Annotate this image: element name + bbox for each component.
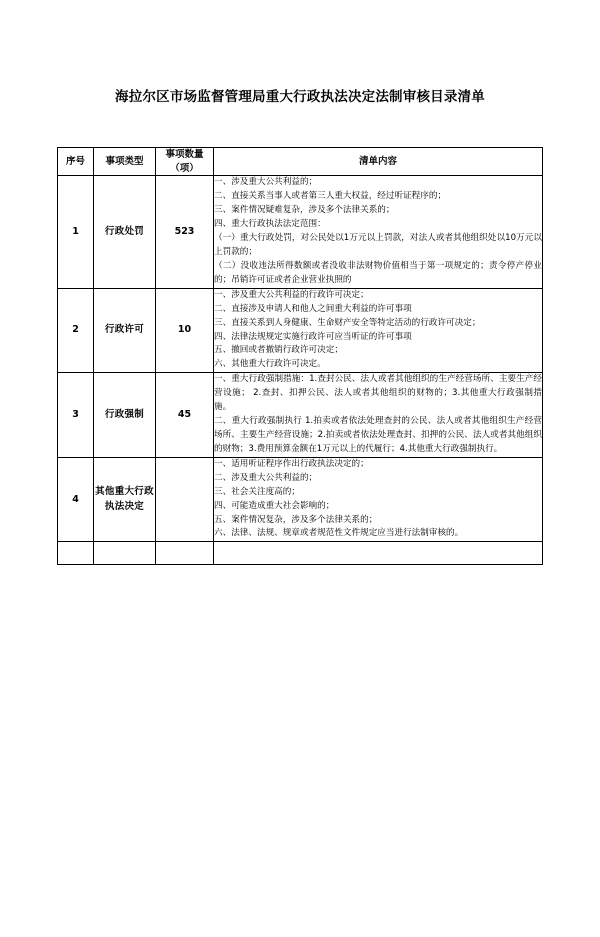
column-header-count-line2: （项） bbox=[170, 162, 199, 174]
empty-cell-type bbox=[94, 542, 156, 565]
table-header bbox=[58, 147, 543, 176]
column-header-type: 事项类型 bbox=[94, 147, 156, 176]
content-line: 六、其他重大行政许可决定。 bbox=[214, 359, 326, 370]
content-line: （二）没收违法所得数额或者没收非法财物价值相当于第一项规定的；责令停产停业的；吊销许可证或者企业营业执照的 bbox=[214, 260, 542, 285]
content-line: 一、涉及重大公共利益的行政许可决定； bbox=[214, 289, 369, 300]
row-content bbox=[214, 373, 543, 458]
row-content bbox=[214, 176, 543, 288]
table-row bbox=[58, 288, 543, 373]
content-line: 二、直接关系当事人或者第三人重大权益，经过听证程序的； bbox=[214, 191, 447, 202]
content-line: 四、法律法规规定实施行政许可应当听证的许可事项 bbox=[214, 331, 412, 342]
column-header-no: 序号 bbox=[58, 147, 94, 176]
row-count: 523 bbox=[156, 176, 214, 288]
content-line: 一、重大行政强制措施：1.查封公民、法人或者其他组织的生产经营场所、主要生产经营设施； 2.查封、扣押公民、法人或者其他组织的财物的；3.其他重大行政强制措施。 bbox=[214, 374, 542, 413]
content-line: 二、直接涉及申请人和他人之间重大利益的许可事项 bbox=[214, 303, 412, 314]
content-line: （一）重大行政处罚，对公民处以1万元以上罚款，对法人或者其他组织处以10万元以上罚款的； bbox=[214, 233, 542, 258]
content-line: 二、重大行政强制执行 1.拍卖或者依法处理查封的公民、法人或者其他组织生产经营场所、主要生产经营设施；2.拍卖或者依法处理查封、扣押的公民、法人或者其他组织的财物；3.费用预算金额在1万元以上的代履行；4.其他重大行政强制执行。 bbox=[214, 416, 542, 454]
row-count: 45 bbox=[156, 373, 214, 458]
row-count bbox=[156, 457, 214, 542]
content-line: 五、撤回或者撤销行政许可决定； bbox=[214, 345, 343, 356]
row-no: 2 bbox=[58, 288, 94, 373]
catalog-table bbox=[57, 147, 543, 566]
row-count: 10 bbox=[156, 288, 214, 373]
content-line: 一、涉及重大公共利益的； bbox=[214, 177, 318, 188]
row-type: 行政处罚 bbox=[94, 176, 156, 288]
empty-cell-content bbox=[214, 542, 543, 565]
row-no: 1 bbox=[58, 176, 94, 288]
row-content bbox=[214, 288, 543, 373]
row-type: 其他重大行政执法决定 bbox=[94, 457, 156, 542]
content-line: 三、直接关系到人身健康、生命财产安全等特定活动的行政许可决定； bbox=[214, 317, 481, 328]
table-row-empty bbox=[58, 542, 543, 565]
content-line: 五、案件情况复杂，涉及多个法律关系的； bbox=[214, 514, 378, 525]
table-row bbox=[58, 373, 543, 458]
content-line: 三、社会关注度高的； bbox=[214, 486, 300, 497]
content-line: 三、案件情况疑难复杂，涉及多个法律关系的； bbox=[214, 205, 395, 216]
table-body bbox=[58, 176, 543, 565]
content-line: 四、可能造成重大社会影响的； bbox=[214, 500, 335, 511]
row-no: 4 bbox=[58, 457, 94, 542]
page-title: 海拉尔区市场监督管理局重大行政执法决定法制审核目录清单 bbox=[115, 89, 485, 105]
table-header-row bbox=[58, 147, 543, 176]
row-no: 3 bbox=[58, 373, 94, 458]
document-page bbox=[0, 88, 600, 937]
content-line: 四、重大行政执法法定范围： bbox=[214, 219, 326, 230]
column-header-count bbox=[156, 147, 214, 176]
row-type: 行政许可 bbox=[94, 288, 156, 373]
content-line: 六、法律、法规、规章或者规范性文件规定应当进行法制审核的。 bbox=[214, 528, 464, 539]
content-line: 一、适用听证程序作出行政执法决定的； bbox=[214, 458, 369, 469]
column-header-content: 清单内容 bbox=[214, 147, 543, 176]
row-content bbox=[214, 457, 543, 542]
table-row bbox=[58, 176, 543, 288]
column-header-count-line1: 事项数量 bbox=[165, 148, 204, 160]
empty-cell-count bbox=[156, 542, 214, 565]
content-line: 二、涉及重大公共利益的； bbox=[214, 472, 318, 483]
empty-cell-no bbox=[58, 542, 94, 565]
table-row bbox=[58, 457, 543, 542]
row-type: 行政强制 bbox=[94, 373, 156, 458]
